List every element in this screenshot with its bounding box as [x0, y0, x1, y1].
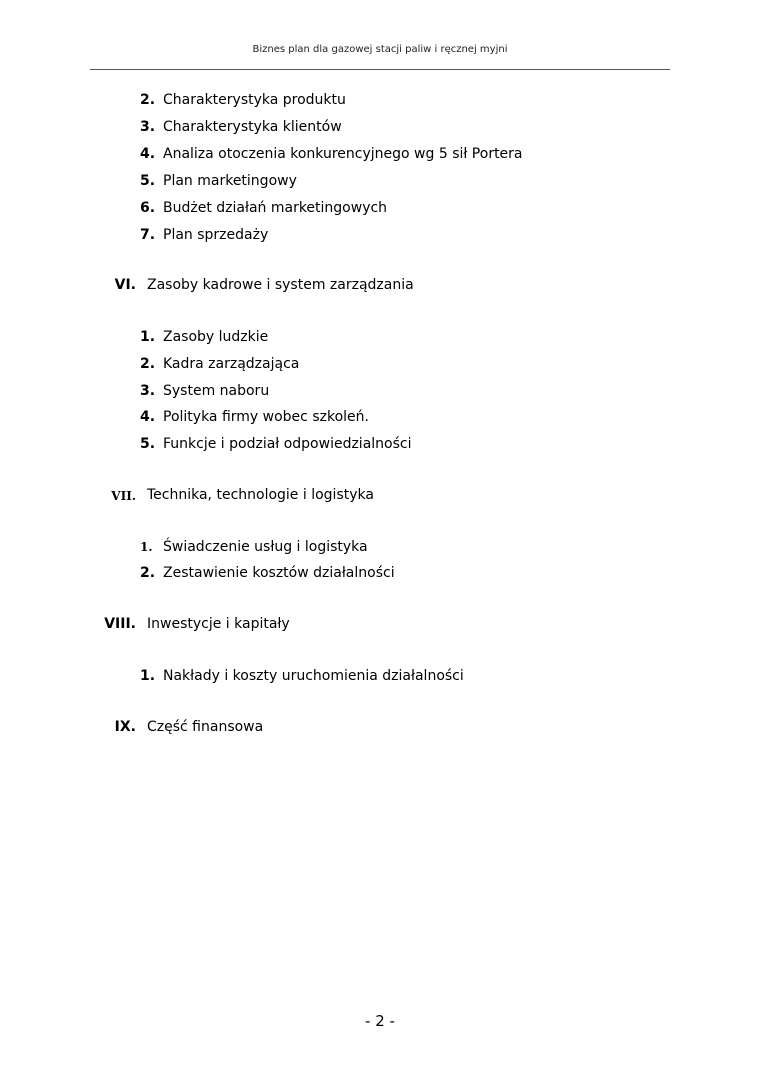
running-header: Biznes plan dla gazowej stacji paliw i ręcznej myjni — [252, 44, 508, 55]
toc-item-number: 2. — [140, 356, 156, 372]
toc-item-label: Polityka firmy wobec szkoleń. — [163, 409, 369, 425]
toc-item-number: 1. — [140, 540, 153, 554]
toc-item-label: Świadczenie usług i logistyka — [163, 539, 368, 555]
toc-item-label: Nakłady i koszty uruchomienia działalności — [163, 668, 464, 684]
toc-item-label: Funkcje i podział odpowiedzialności — [163, 436, 412, 452]
toc-item-label: Analiza otoczenia konkurencyjnego wg 5 sił Portera — [163, 146, 523, 162]
toc-item-label: System naboru — [163, 383, 270, 399]
header-rule — [90, 69, 670, 70]
toc-section-roman: VII. — [111, 489, 136, 503]
toc-section-title: Inwestycje i kapitały — [147, 616, 290, 632]
toc-item-label: Kadra zarządzająca — [163, 356, 300, 372]
toc-item-number: 5. — [140, 436, 156, 452]
toc-item-number: 4. — [140, 409, 156, 425]
toc-item-number: 3. — [140, 383, 156, 399]
toc-item-label: Plan sprzedaży — [163, 227, 269, 243]
toc-section-title: Technika, technologie i logistyka — [147, 487, 374, 503]
toc-item-number: 1. — [140, 668, 156, 684]
toc-item-label: Budżet działań marketingowych — [163, 200, 388, 216]
toc-section-title: Zasoby kadrowe i system zarządzania — [147, 277, 414, 293]
toc-section-roman: VI. — [114, 277, 136, 293]
toc-item-number: 4. — [140, 146, 156, 162]
toc-item-number: 2. — [140, 92, 156, 108]
toc-item-number: 6. — [140, 200, 156, 216]
toc-section-title: Część finansowa — [147, 719, 264, 735]
toc-item-number: 7. — [140, 227, 156, 243]
page-number: - 2 - — [365, 1012, 395, 1030]
toc-item-number: 1. — [140, 329, 156, 345]
toc-item-number: 2. — [140, 565, 156, 581]
toc-item-label: Zasoby ludzkie — [163, 329, 269, 345]
toc-section-roman: IX. — [114, 719, 136, 735]
toc-item-number: 5. — [140, 173, 156, 189]
toc-item-label: Charakterystyka produktu — [163, 92, 346, 108]
toc-item-label: Charakterystyka klientów — [163, 119, 342, 135]
toc-item-label: Zestawienie kosztów działalności — [163, 565, 395, 581]
toc-section-roman: VIII. — [104, 616, 136, 632]
toc-item-label: Plan marketingowy — [163, 173, 297, 189]
toc-item-number: 3. — [140, 119, 156, 135]
